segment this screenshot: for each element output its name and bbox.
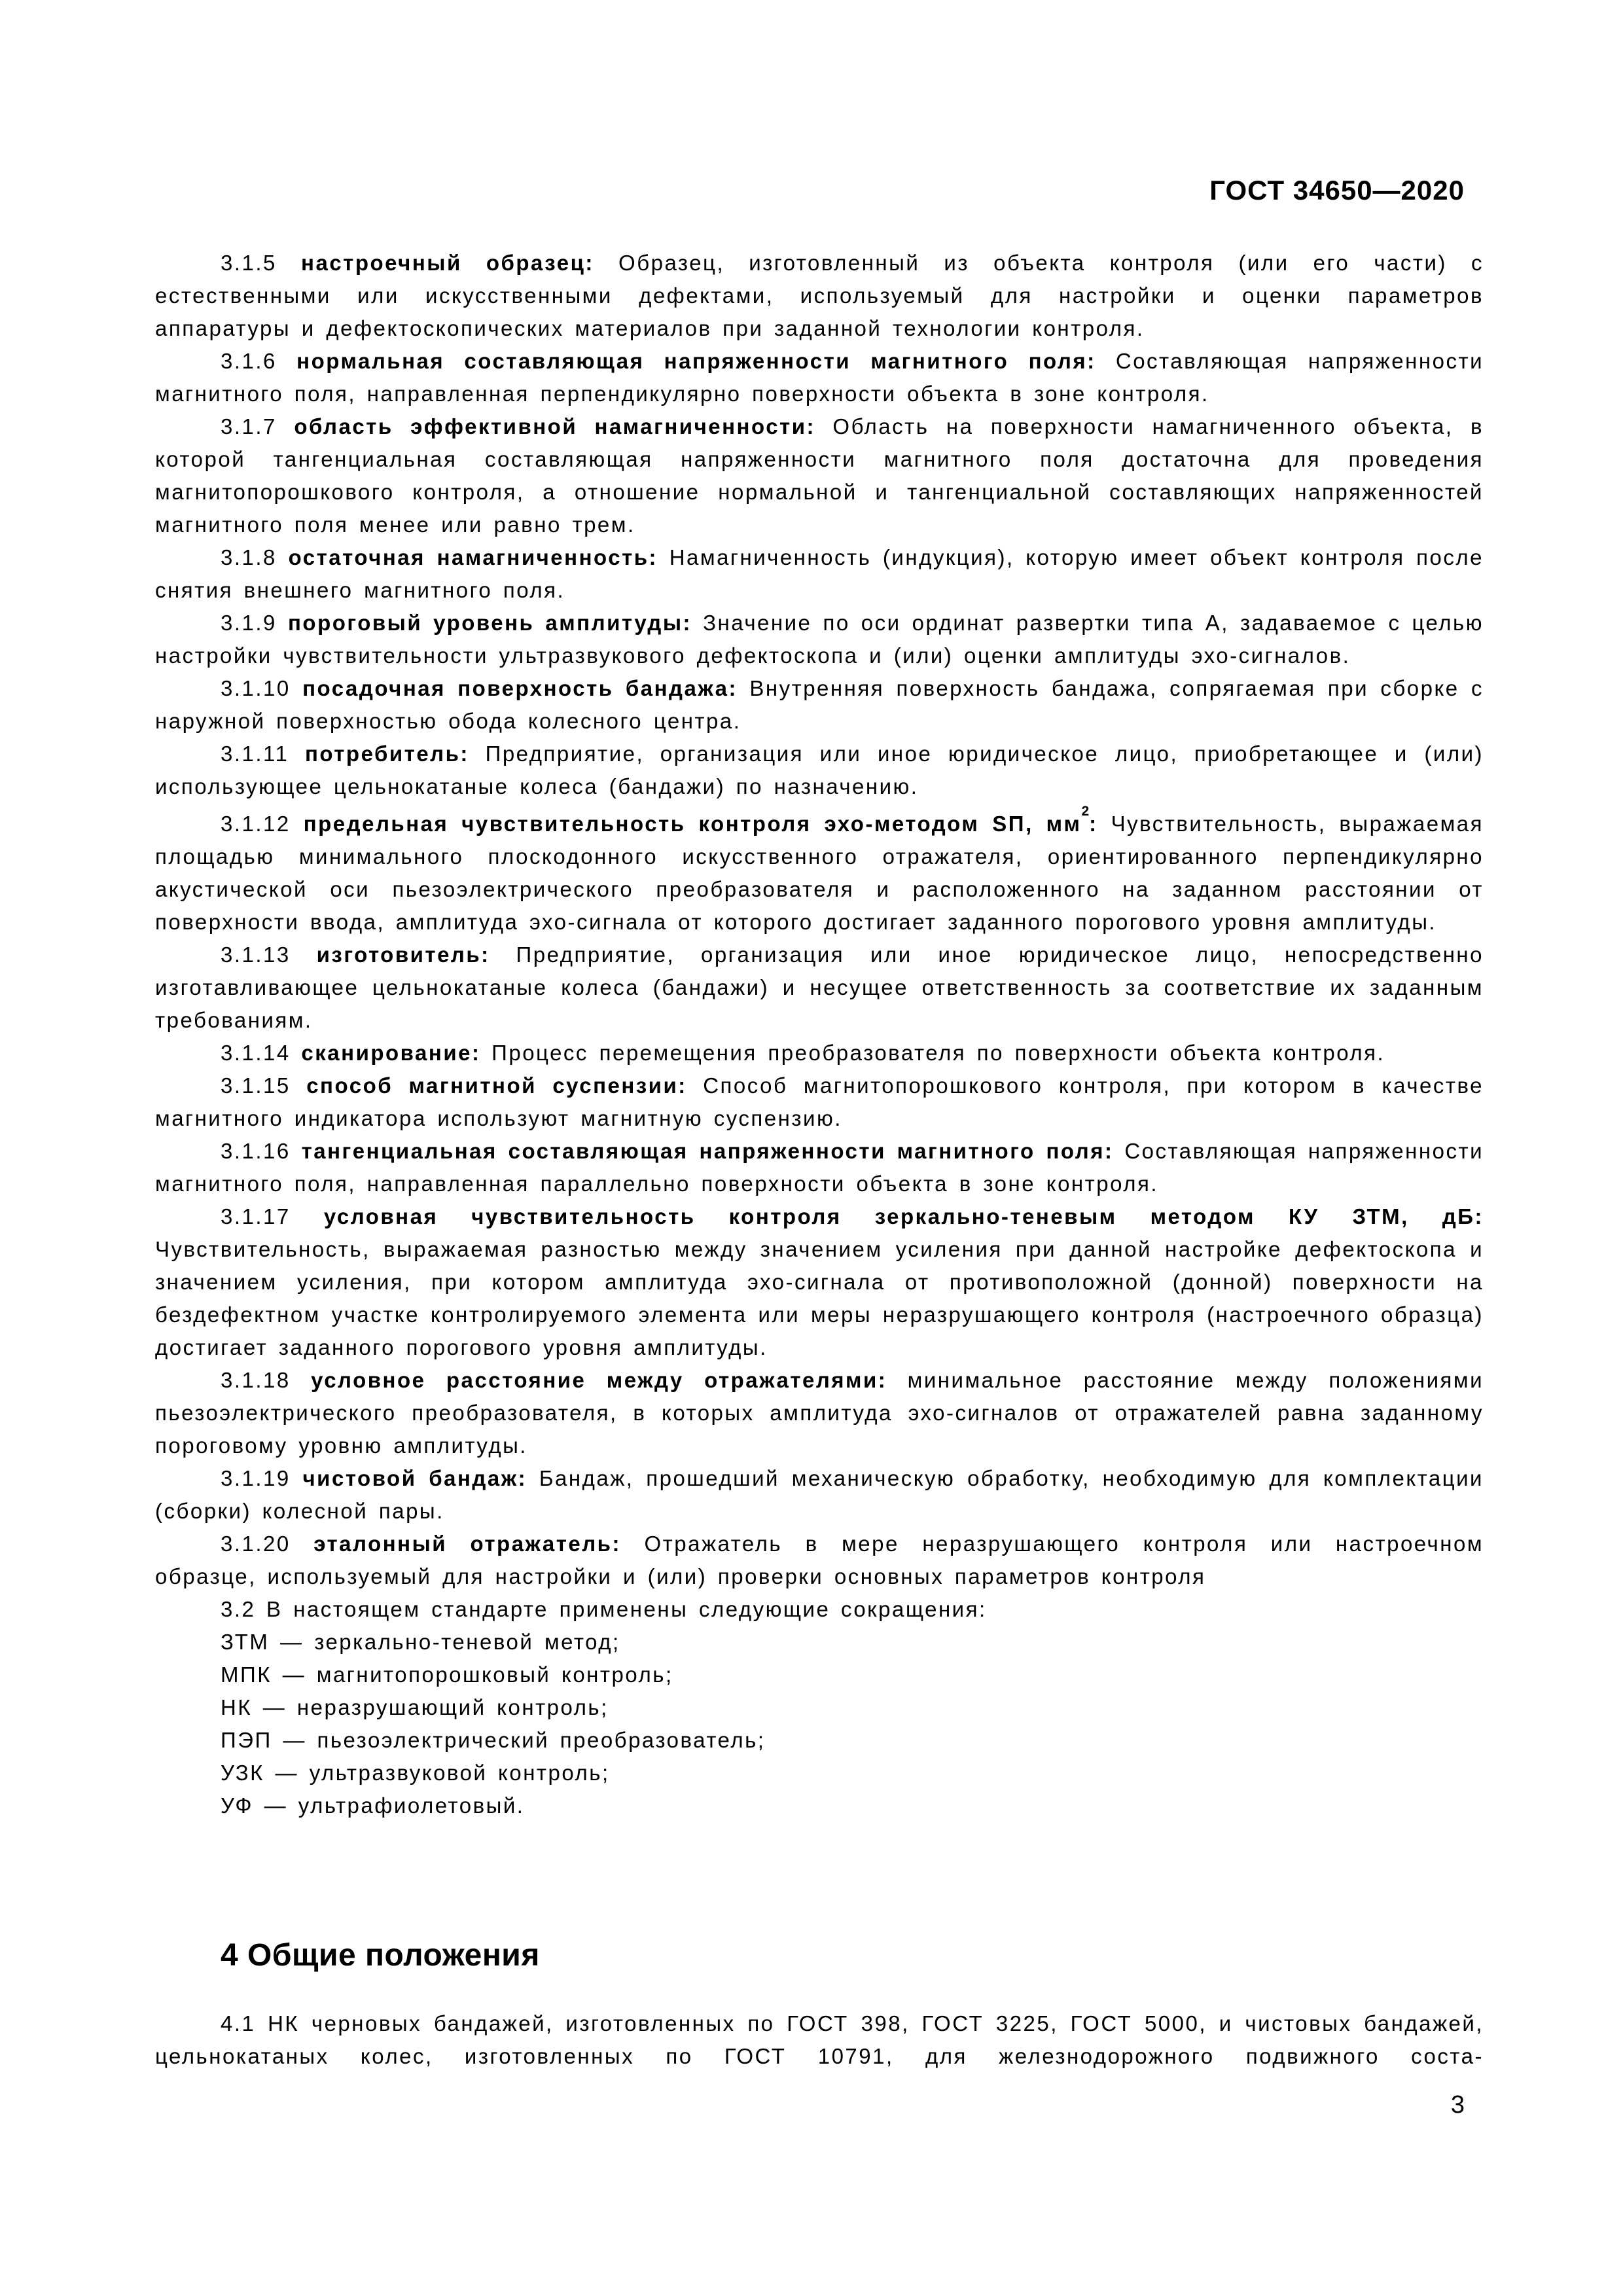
term-definition: Значение по оси ординат развертки типа А, задаваемое с целью настройки чувствительности ультразвукового дефектоскопа и (или) оценки амплитуды эхо-сигналов. bbox=[155, 611, 1484, 668]
term-definition: Предприятие, организация или иное юридическое лицо, непосредственно изготавливающее цельнокатаные колеса (бандажи) и несущее ответственность за соответствие их заданным требованиям. bbox=[155, 942, 1484, 1032]
term-definition: Чувствительность, выражаемая разностью между значением усиления при данной настройке дефектоскопа и значением усиления, при котором амплитуда эхо-сигнала от противоположной (донной) поверхности на бездефектном участке контролируемого элемента или меры неразрушающего контроля (настроечного образца) достигает заданного порогового уровня амплитуды. bbox=[155, 1237, 1484, 1359]
term-item bbox=[155, 939, 1484, 1037]
term-number: 3.1.18 bbox=[221, 1368, 291, 1392]
term-name: условная чувствительность контроля зеркально-теневым методом КУ ЗТМ, дБ: bbox=[323, 1204, 1484, 1229]
term-name: тангенциальная составляющая напряженности магнитного поля: bbox=[301, 1139, 1114, 1163]
term-number: 3.1.17 bbox=[221, 1204, 291, 1229]
term-definition: Чувствительность, выражаемая площадью минимального плоскодонного искусственного отражателя, ориентированного перпендикулярно акустической оси пьезоэлектрического преобразователя и расположенного на заданном расстоянии от поверхности ввода, амплитуда эхо-сигнала от которого достигает заданного порогового уровня амплитуды. bbox=[155, 812, 1484, 934]
term-item bbox=[155, 1364, 1484, 1462]
term-number: 3.1.14 bbox=[221, 1041, 291, 1065]
term-definition: Область на поверхности намагниченного объекта, в которой тангенциальная составляющая напряженности магнитного поля достаточна для проведения магнитопорошкового контроля, а отношение нормальной и тангенциальной составляющих напряженностей магнитного поля менее или равно трем. bbox=[155, 414, 1484, 537]
term-definition: Составляющая напряженности магнитного поля, направленная параллельно поверхности объекта в зоне контроля. bbox=[155, 1139, 1484, 1196]
term-name: нормальная составляющая напряженности магнитного поля: bbox=[296, 349, 1096, 373]
term-name: предельная чувствительность контроля эхо-методом SП, $мм^2$: bbox=[303, 804, 1098, 836]
term-definition: Способ магнитопорошкового контроля, при котором в качестве магнитного индикатора используют магнитную суспензию. bbox=[155, 1073, 1484, 1130]
term-name: сканирование: bbox=[301, 1041, 481, 1065]
terms-section bbox=[155, 247, 1484, 1822]
abbreviation-item: МПК — магнитопорошковый контроль; bbox=[221, 1662, 673, 1687]
abbreviation-item: УЗК — ультразвуковой контроль; bbox=[221, 1761, 610, 1785]
term-definition: Процесс перемещения преобразователя по поверхности объекта контроля. bbox=[491, 1041, 1385, 1065]
term-number: 3.1.13 bbox=[221, 942, 291, 967]
term-item bbox=[155, 1037, 1484, 1069]
term-name: способ магнитной суспензии: bbox=[306, 1073, 687, 1098]
abbreviation-item: ПЭП — пьезоэлектрический преобразователь; bbox=[221, 1728, 766, 1752]
term-definition: Внутренняя поверхность бандажа, сопрягаемая при сборке с наружной поверхностью обода колесного центра. bbox=[155, 676, 1484, 733]
doc-code-header: ГОСТ 34650—2020 bbox=[1209, 175, 1465, 206]
term-item bbox=[155, 410, 1484, 541]
term-item bbox=[155, 345, 1484, 410]
superscript-2: 2 bbox=[1081, 804, 1090, 819]
clause-text: В настоящем стандарте применены следующие сокращения: bbox=[266, 1597, 987, 1621]
term-name: посадочная поверхность бандажа: bbox=[302, 676, 738, 700]
term-item bbox=[155, 1462, 1484, 1528]
term-name: чистовой бандаж: bbox=[302, 1466, 527, 1490]
term-definition: Образец, изготовленный из объекта контроля (или его части) с естественными или искусственными дефектами, используемый для настройки и оценки параметров аппаратуры и дефектоскопических материалов при заданной технологии контроля. bbox=[155, 251, 1484, 340]
term-number: 3.1.6 bbox=[221, 349, 277, 373]
term-name: изготовитель: bbox=[316, 942, 490, 967]
clause-4-1: 4.1 НК черновых бандажей, изготовленных по ГОСТ 398, ГОСТ 3225, ГОСТ 5000, и чистовых бандажей, цельнокатаных колес, изготовленных по ГОСТ 10791, для железнодорожного подвижного соста- bbox=[155, 2011, 1484, 2068]
term-number: 3.1.5 bbox=[221, 251, 277, 275]
term-number: 3.1.8 bbox=[221, 545, 277, 569]
abbreviation-item: НК — неразрушающий контроль; bbox=[221, 1695, 609, 1719]
page-number: 3 bbox=[1450, 2091, 1465, 2119]
term-name: пороговый уровень амплитуды: bbox=[287, 611, 692, 635]
section-4-heading: 4 Общие положения bbox=[221, 1938, 540, 1973]
term-name: настроечный образец: bbox=[301, 251, 594, 275]
term-number: 3.1.12 bbox=[221, 812, 291, 836]
abbreviation-item: УФ — ультрафиолетовый. bbox=[221, 1793, 525, 1818]
term-item bbox=[155, 607, 1484, 672]
term-number: 3.1.15 bbox=[221, 1073, 291, 1098]
term-number: 3.1.11 bbox=[221, 742, 289, 766]
term-name: область эффективной намагниченности: bbox=[294, 414, 815, 439]
term-number: 3.1.20 bbox=[221, 1532, 291, 1556]
term-number: 3.1.9 bbox=[221, 611, 277, 635]
term-item bbox=[155, 247, 1484, 345]
term-number: 3.1.16 bbox=[221, 1139, 291, 1163]
term-definition: Бандаж, прошедший механическую обработку, необходимую для комплектации (сборки) колесной пары. bbox=[155, 1466, 1484, 1523]
term-number: 3.1.7 bbox=[221, 414, 277, 439]
term-definition: Отражатель в мере неразрушающего контроля или настроечном образце, используемый для настройки и (или) проверки основных параметров контроля bbox=[155, 1532, 1484, 1588]
term-item bbox=[155, 1135, 1484, 1200]
term-definition: Предприятие, организация или иное юридическое лицо, приобретающее и (или) использующее цельнокатаные колеса (бандажи) по назначению. bbox=[155, 742, 1484, 798]
term-item bbox=[155, 541, 1484, 607]
term-number: 3.1.19 bbox=[221, 1466, 291, 1490]
term-item bbox=[155, 1528, 1484, 1593]
term-definition: Намагниченность (индукция), которую имеет объект контроля после снятия внешнего магнитного поля. bbox=[155, 545, 1484, 602]
term-name: потребитель: bbox=[304, 742, 469, 766]
term-item bbox=[155, 1069, 1484, 1135]
term-number: 3.1.10 bbox=[221, 676, 291, 700]
term-item bbox=[155, 672, 1484, 738]
clause-number: 3.2 bbox=[221, 1597, 256, 1621]
term-name: остаточная намагниченность: bbox=[288, 545, 658, 569]
term-name: эталонный отражатель: bbox=[313, 1532, 621, 1556]
term-item bbox=[155, 803, 1484, 939]
term-item bbox=[155, 1200, 1484, 1364]
section-4 bbox=[155, 1936, 1484, 2073]
term-name: условное расстояние между отражателями: bbox=[311, 1368, 887, 1392]
term-item bbox=[155, 738, 1484, 803]
term-definition: минимальное расстояние между положениями пьезоэлектрического преобразователя, в которых амплитуда эхо-сигналов от отражателей равна заданному пороговому уровню амплитуды. bbox=[155, 1368, 1484, 1458]
term-definition: Составляющая напряженности магнитного поля, направленная перпендикулярно поверхности объекта в зоне контроля. bbox=[155, 349, 1484, 406]
abbreviation-item: ЗТМ — зеркально-теневой метод; bbox=[221, 1630, 620, 1654]
clause-3-2 bbox=[155, 1593, 1484, 1626]
